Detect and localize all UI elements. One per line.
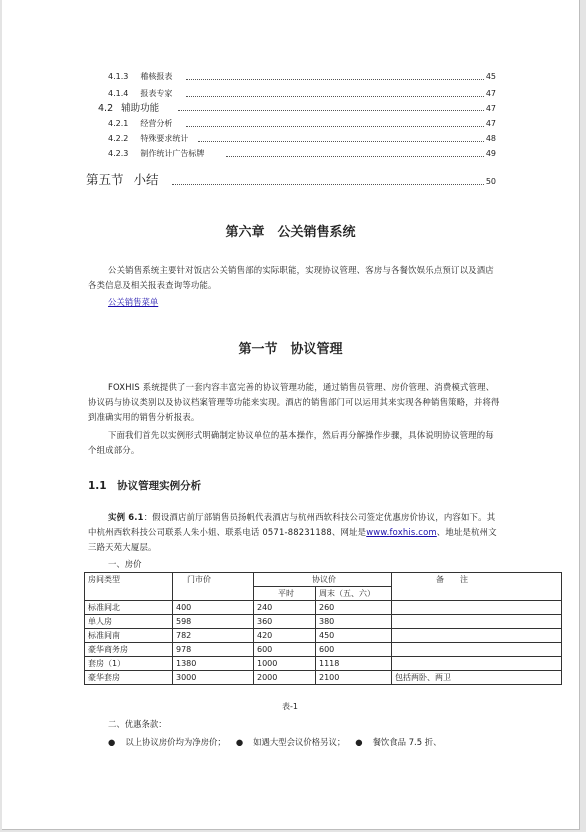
table-cell: 380 xyxy=(316,615,392,629)
bullet-item: 如遇大型会议价格另议； xyxy=(253,737,346,747)
table-header: 协议价 xyxy=(254,573,392,587)
toc-entry-number: 4.2.2 xyxy=(108,134,129,143)
toc-entry-number: 4.2.3 xyxy=(108,149,129,158)
table-cell xyxy=(392,601,562,615)
subsection-title: 1.1 协议管理实例分析 xyxy=(88,480,202,492)
toc-entry-page: 49 xyxy=(485,149,496,158)
table-row xyxy=(85,657,562,671)
toc-entry[interactable] xyxy=(108,119,496,129)
bullet-dot-icon: ● xyxy=(355,737,363,747)
chapter-intro: 公关销售系统主要针对饭店公关销售部的实际职能，实现协议管理、客房与各餐饮娱乐点预订以及酒店各类信息及相关报表查询等功能。 xyxy=(88,265,494,290)
example-label: 实例 6.1 xyxy=(108,512,144,522)
table-cell: 标准间北 xyxy=(85,601,173,615)
table-cell: 400 xyxy=(173,601,254,615)
toc-entry[interactable] xyxy=(98,103,496,114)
table-header: 门市价 xyxy=(173,573,254,601)
table-cell: 260 xyxy=(316,601,392,615)
toc-entry-page: 48 xyxy=(485,134,496,143)
table-row xyxy=(85,671,562,685)
table-cell: 1118 xyxy=(316,657,392,671)
toc-entry-title: 辅助功能 xyxy=(121,103,160,114)
table-cell: 600 xyxy=(316,643,392,657)
toc-entry-title: 特殊要求统计 xyxy=(140,134,189,143)
table-cell: 1380 xyxy=(173,657,254,671)
table-cell: 3000 xyxy=(173,671,254,685)
table-subheader: 周末（五、六） xyxy=(316,587,392,601)
toc-entry-title: 经营分析 xyxy=(140,119,173,128)
table-cell: 包括两卧、两卫 xyxy=(392,671,562,685)
toc-entry-number: 4.1.4 xyxy=(108,89,129,98)
toc-entry[interactable] xyxy=(108,72,496,82)
sales-menu-link[interactable]: 公关销售菜单 xyxy=(108,297,159,307)
table-cell: 2100 xyxy=(316,671,392,685)
table-cell: 600 xyxy=(254,643,316,657)
table-cell: 598 xyxy=(173,615,254,629)
toc-entry-page: 50 xyxy=(485,177,496,186)
table-cell: 豪华套房 xyxy=(85,671,173,685)
bullet-dot-icon: ● xyxy=(235,737,244,747)
table-cell: 单人房 xyxy=(85,615,173,629)
table-caption: 表-1 xyxy=(282,702,298,711)
toc-entry-title: 报表专家 xyxy=(140,89,173,98)
section-paragraph-1: FOXHIS 系统提供了一套内容丰富完善的协议管理功能，通过销售员管理、房价管理、消费模式管理、协议码与协议类别以及协议档案管理等功能来实现。酒店的销售部门可以运用其来实现各种销售策略，并将得到准确实用的销售分析报表。 xyxy=(88,382,500,422)
rate-table xyxy=(84,572,562,685)
toc-entry[interactable] xyxy=(108,134,496,144)
example-text: ：假设酒店前厅部销售员扬帆代表酒店与杭州西软科技公司签定优惠房价协议，内容如下。其中杭州西软科技公司联系人朱小姐、联系电话 0571-88231188、网址是 xyxy=(88,512,496,537)
table-subheader: 平时 xyxy=(254,587,316,601)
toc-entry[interactable] xyxy=(86,172,496,188)
example-tail: 、地址是杭州文三路天苑大厦层。 xyxy=(88,527,497,552)
table-row xyxy=(85,629,562,643)
table-row xyxy=(85,643,562,657)
table-cell xyxy=(392,629,562,643)
section-paragraph-2: 下面我们首先以实例形式明确制定协议单位的基本操作，然后再分解操作步骤，具体说明协议管理的每个组成部分。 xyxy=(88,430,494,455)
table-cell: 978 xyxy=(173,643,254,657)
toc-entry-number: 4.1.3 xyxy=(108,72,129,81)
toc-entry-number: 4.2.1 xyxy=(108,119,129,128)
section-title: 第一节 协议管理 xyxy=(238,342,343,357)
table-cell: 豪华商务房 xyxy=(85,643,173,657)
table-cell xyxy=(392,615,562,629)
bullet-item: 以上协议房价均为净房价； xyxy=(125,737,226,747)
table-cell: 240 xyxy=(254,601,316,615)
document-page xyxy=(2,0,580,830)
table-cell: 标准间南 xyxy=(85,629,173,643)
bullet-item: 餐饮食品 7.5 折、 xyxy=(372,737,442,747)
toc-entry-title: 制作统计广告标牌 xyxy=(140,149,205,158)
toc-entry[interactable] xyxy=(108,149,496,159)
table-cell: 450 xyxy=(316,629,392,643)
bullet-line xyxy=(108,736,441,748)
table-cell: 782 xyxy=(173,629,254,643)
part-heading-discount-terms: 二、优惠条款： xyxy=(108,719,167,729)
toc-entry[interactable] xyxy=(108,89,496,99)
table-header: 房间类型 xyxy=(85,573,173,601)
part-heading-room-rates: 一、房价 xyxy=(108,559,142,569)
table-row xyxy=(85,601,562,615)
bullet-dot-icon: ● xyxy=(108,737,116,747)
toc-entry-title: 小结 xyxy=(133,172,159,187)
toc-entry-page: 47 xyxy=(485,119,496,128)
chapter-title: 第六章 公关销售系统 xyxy=(225,225,356,240)
toc-entry-page: 45 xyxy=(485,72,496,81)
table-cell: 1000 xyxy=(254,657,316,671)
table-cell: 套房（1） xyxy=(85,657,173,671)
example-paragraph xyxy=(88,510,502,555)
table-header: 备 注 xyxy=(392,573,562,601)
table-cell xyxy=(392,643,562,657)
table-cell: 360 xyxy=(254,615,316,629)
table-cell xyxy=(392,657,562,671)
table-cell: 420 xyxy=(254,629,316,643)
table-row xyxy=(85,615,562,629)
table-cell: 2000 xyxy=(254,671,316,685)
toc-entry-number: 第五节 xyxy=(86,172,124,187)
toc-entry-page: 47 xyxy=(485,104,496,113)
toc-entry-title: 稽核报表 xyxy=(140,72,173,81)
toc-entry-number: 4.2 xyxy=(98,103,114,114)
toc-entry-page: 47 xyxy=(485,89,496,98)
website-link[interactable]: www.foxhis.com xyxy=(366,527,437,537)
